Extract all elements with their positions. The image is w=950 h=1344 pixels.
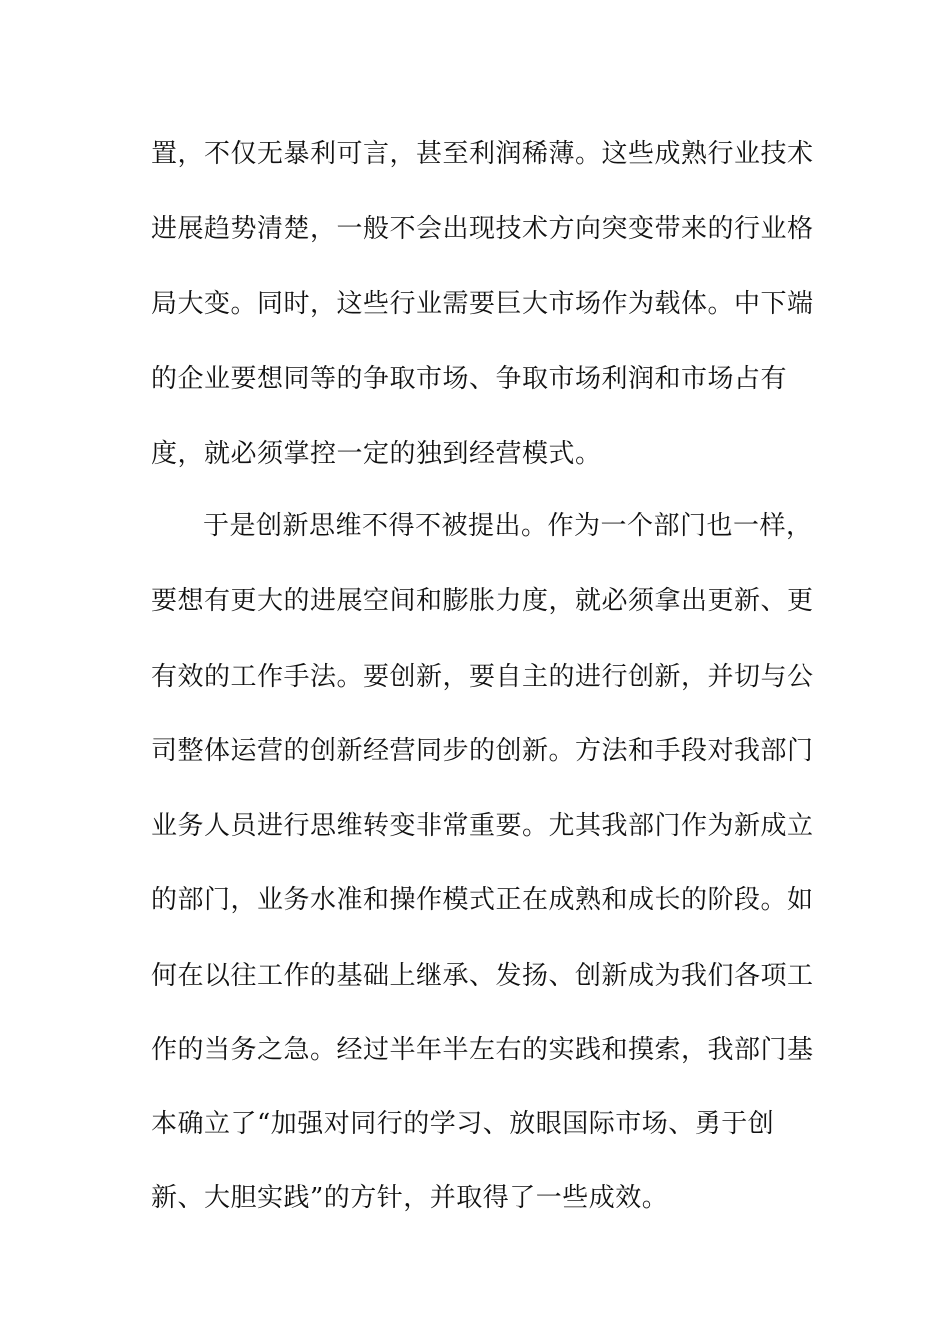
paragraph-2-line-5: 业务人员进行思维转变非常重要。尤其我部门作为新成立	[151, 811, 814, 841]
paragraph-2-line-10: 新、大胆实践”的方针，并取得了一些成效。	[151, 1183, 669, 1213]
paragraph-2-line-6: 的部门，业务水准和操作模式正在成熟和成长的阶段。如	[151, 885, 814, 915]
paragraph-2-line-2: 要想有更大的进展空间和膨胀力度，就必须拿出更新、更	[151, 586, 814, 616]
paragraph-2-line-3: 有效的工作手法。要创新，要自主的进行创新，并切与公	[151, 662, 814, 692]
paragraph-line-1: 置，不仅无暴利可言，甚至利润稀薄。这些成熟行业技术	[151, 139, 814, 169]
paragraph-line-5: 度，就必须掌控一定的独到经营模式。	[151, 439, 602, 469]
paragraph-line-3: 局大变。同时，这些行业需要巨大市场作为载体。中下端	[151, 289, 814, 319]
paragraph-2-line-4: 司整体运营的创新经营同步的创新。方法和手段对我部门	[151, 736, 814, 766]
paragraph-2-line-7: 何在以往工作的基础上继承、发扬、创新成为我们各项工	[151, 961, 814, 991]
paragraph-line-4: 的企业要想同等的争取市场、争取市场利润和市场占有	[151, 364, 788, 394]
paragraph-2-line-1: 于是创新思维不得不被提出。作为一个部门也一样，	[203, 511, 813, 541]
paragraph-2-line-9: 本确立了“加强对同行的学习、放眼国际市场、勇于创	[151, 1109, 775, 1139]
paragraph-2-line-8: 作的当务之急。经过半年半左右的实践和摸索，我部门基	[151, 1035, 814, 1065]
paragraph-line-2: 进展趋势清楚，一般不会出现技术方向突变带来的行业格	[151, 214, 814, 244]
